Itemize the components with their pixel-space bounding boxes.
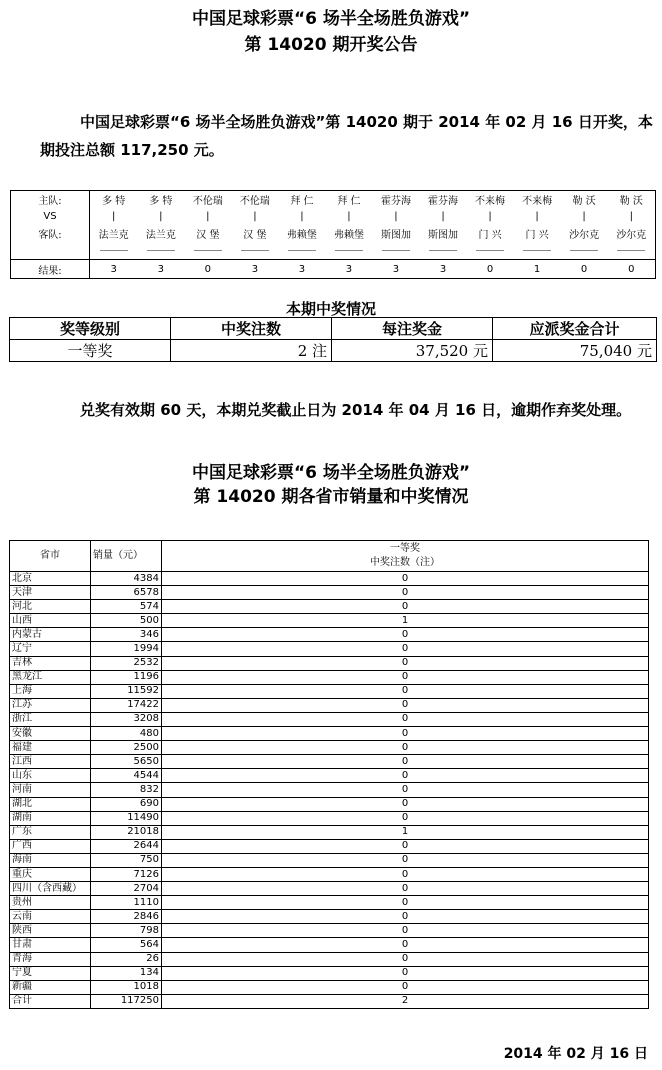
home-team: 霍芬海 <box>380 196 411 207</box>
match-result: 1 <box>514 260 561 279</box>
dash-label <box>11 242 90 260</box>
province-name: 四川（含西藏） <box>10 882 91 896</box>
vs-mark: | <box>629 210 633 222</box>
province-row <box>10 811 649 825</box>
province-name: 广西 <box>10 839 91 853</box>
dash-mark <box>90 242 138 260</box>
prize-per: 37,520 元 <box>332 340 493 362</box>
vs-mark: | <box>394 210 398 222</box>
province-wins: 0 <box>162 586 649 600</box>
province-row <box>10 698 649 712</box>
prize-count: 2 注 <box>171 340 332 362</box>
vs-mark: | <box>253 210 257 222</box>
province-row <box>10 783 649 797</box>
province-wins: 0 <box>162 727 649 741</box>
away-label: 客队: <box>11 225 90 242</box>
province-sales: 11592 <box>91 684 162 698</box>
province-wins: 0 <box>162 966 649 980</box>
province-name: 陕西 <box>10 924 91 938</box>
away-team: 斯图加 <box>380 230 411 241</box>
prize-count-header <box>162 541 649 572</box>
province-sales: 798 <box>91 924 162 938</box>
province-wins: 0 <box>162 670 649 684</box>
match-result: 3 <box>278 260 325 279</box>
province-name: 江西 <box>10 755 91 769</box>
province-sales: 1018 <box>91 980 162 994</box>
province-wins: 1 <box>162 825 649 839</box>
away-team: 汉 堡 <box>196 230 220 241</box>
province-wins: 0 <box>162 755 649 769</box>
province-wins: 0 <box>162 811 649 825</box>
province-sales: 1994 <box>91 642 162 656</box>
province-row <box>10 769 649 783</box>
province-rows <box>10 572 649 1009</box>
province-name: 宁夏 <box>10 966 91 980</box>
province-name: 北京 <box>10 572 91 586</box>
prize-row <box>10 340 657 362</box>
home-team: 不来梅 <box>475 196 506 207</box>
home-team: 不伦瑞 <box>192 196 223 207</box>
vs-mark: | <box>111 210 116 222</box>
result-row <box>11 260 656 279</box>
away-team: 门 兴 <box>478 230 502 241</box>
province-wins: 0 <box>162 642 649 656</box>
dash-mark <box>420 242 467 260</box>
dash-mark <box>467 242 514 260</box>
away-team: 法兰克 <box>145 230 176 241</box>
province-wins: 0 <box>162 769 649 783</box>
match-result: 3 <box>231 260 278 279</box>
province-sales: 3208 <box>91 712 162 726</box>
province-row <box>10 980 649 994</box>
province-row <box>10 670 649 684</box>
province-name: 黑龙江 <box>10 670 91 684</box>
province-wins: 0 <box>162 896 649 910</box>
province-sales: 7126 <box>91 867 162 881</box>
province-wins: 0 <box>162 698 649 712</box>
province-wins: 0 <box>162 741 649 755</box>
first-prize-subheader: 中奖注数（注） <box>370 557 440 568</box>
match-result: 3 <box>325 260 372 279</box>
province-row <box>10 586 649 600</box>
province-header-row <box>10 541 649 572</box>
home-team: 勒 沃 <box>572 196 596 207</box>
prize-header-count: 中奖注数 <box>171 318 332 340</box>
away-team: 沙尔克 <box>569 230 600 241</box>
province-row <box>10 600 649 614</box>
province-row <box>10 853 649 867</box>
province-sales: 26 <box>91 952 162 966</box>
dash-mark <box>325 242 372 260</box>
first-prize-header: 一等奖 <box>390 543 420 554</box>
province-row <box>10 614 649 628</box>
province-row <box>10 825 649 839</box>
province-name: 重庆 <box>10 867 91 881</box>
province-name: 山东 <box>10 769 91 783</box>
province-row <box>10 684 649 698</box>
province-name: 海南 <box>10 853 91 867</box>
province-wins: 2 <box>162 994 649 1008</box>
province-row <box>10 896 649 910</box>
home-team: 不来梅 <box>522 196 553 207</box>
province-row <box>10 924 649 938</box>
vs-row <box>11 208 656 225</box>
province-sales: 21018 <box>91 825 162 839</box>
province-row <box>10 952 649 966</box>
province-sales: 832 <box>91 783 162 797</box>
province-wins: 0 <box>162 952 649 966</box>
dash-mark <box>231 242 278 260</box>
province-name: 甘肃 <box>10 938 91 952</box>
province-wins: 1 <box>162 614 649 628</box>
page-subtitle: 第 14020 期开奖公告 <box>244 35 418 55</box>
province-header: 省市 <box>10 541 91 572</box>
province-name: 江苏 <box>10 698 91 712</box>
home-team: 多 特 <box>149 196 173 207</box>
province-wins: 0 <box>162 924 649 938</box>
match-result: 0 <box>561 260 608 279</box>
province-wins: 0 <box>162 656 649 670</box>
province-sales: 574 <box>91 600 162 614</box>
dash-mark <box>372 242 419 260</box>
province-row <box>10 642 649 656</box>
province-row <box>10 966 649 980</box>
match-result: 0 <box>184 260 231 279</box>
match-result: 3 <box>137 260 184 279</box>
sales-header: 销量（元） <box>91 541 162 572</box>
province-name: 内蒙古 <box>10 628 91 642</box>
vs-mark: | <box>206 210 210 222</box>
dash-mark <box>137 242 184 260</box>
vs-label: VS <box>11 208 90 225</box>
province-name: 合计 <box>10 994 91 1008</box>
province-sales: 2500 <box>91 741 162 755</box>
province-row <box>10 797 649 811</box>
dash-row <box>11 242 656 260</box>
province-row <box>10 910 649 924</box>
match-result: 3 <box>420 260 467 279</box>
province-wins: 0 <box>162 853 649 867</box>
province-name: 河南 <box>10 783 91 797</box>
province-name: 福建 <box>10 741 91 755</box>
province-sales: 11490 <box>91 811 162 825</box>
province-name: 辽宁 <box>10 642 91 656</box>
province-sales: 2704 <box>91 882 162 896</box>
province-wins: 0 <box>162 783 649 797</box>
province-wins: 0 <box>162 867 649 881</box>
away-team: 门 兴 <box>525 230 549 241</box>
province-name: 安徽 <box>10 727 91 741</box>
province-sales: 2846 <box>91 910 162 924</box>
province-name: 青海 <box>10 952 91 966</box>
home-team: 勒 沃 <box>619 196 643 207</box>
dash-mark <box>184 242 231 260</box>
province-name: 山西 <box>10 614 91 628</box>
announcement-text: 中国足球彩票“6 场半全场胜负游戏”第 14020 期于 2014 年 02 月 16 日开奖，本期投注总额 117,250 元。 <box>40 113 653 159</box>
prize-header-per: 每注奖金 <box>332 318 493 340</box>
prize-caption: 本期中奖情况 <box>285 300 376 318</box>
province-row <box>10 994 649 1008</box>
province-wins: 0 <box>162 797 649 811</box>
prize-table <box>9 317 657 362</box>
province-row <box>10 628 649 642</box>
province-sales: 1110 <box>91 896 162 910</box>
away-team: 弗赖堡 <box>333 230 364 241</box>
province-name: 新疆 <box>10 980 91 994</box>
match-result: 3 <box>372 260 419 279</box>
province-row <box>10 867 649 881</box>
province-name: 广东 <box>10 825 91 839</box>
vs-mark: | <box>535 210 539 222</box>
province-name: 湖北 <box>10 797 91 811</box>
footer-date: 2014 年 02 月 16 日 <box>503 1046 648 1062</box>
dash-mark <box>514 242 561 260</box>
home-row <box>11 191 656 209</box>
home-team: 拜 仁 <box>290 196 314 207</box>
match-result: 3 <box>90 260 138 279</box>
province-sales: 500 <box>91 614 162 628</box>
dash-mark <box>278 242 325 260</box>
province-row <box>10 882 649 896</box>
province-name: 河北 <box>10 600 91 614</box>
match-table <box>10 190 656 279</box>
province-row <box>10 727 649 741</box>
province-sales: 117250 <box>91 994 162 1008</box>
province-name: 天津 <box>10 586 91 600</box>
province-name: 浙江 <box>10 712 91 726</box>
away-team: 汉 堡 <box>243 230 267 241</box>
province-sales: 2644 <box>91 839 162 853</box>
province-row <box>10 938 649 952</box>
result-label: 结果: <box>11 260 90 279</box>
province-name: 湖南 <box>10 811 91 825</box>
home-team: 不伦瑞 <box>239 196 270 207</box>
province-sales: 4544 <box>91 769 162 783</box>
province-row <box>10 755 649 769</box>
province-wins: 0 <box>162 712 649 726</box>
province-sales: 4384 <box>91 572 162 586</box>
away-team: 沙尔克 <box>616 230 647 241</box>
away-team: 法兰克 <box>98 230 129 241</box>
vs-mark: | <box>300 210 304 222</box>
away-team: 弗赖堡 <box>286 230 317 241</box>
prize-total: 75,040 元 <box>493 340 657 362</box>
prize-header-row <box>10 318 657 340</box>
province-sales: 17422 <box>91 698 162 712</box>
province-name: 上海 <box>10 684 91 698</box>
prize-level: 一等奖 <box>10 340 171 362</box>
province-wins: 0 <box>162 882 649 896</box>
province-name: 吉林 <box>10 656 91 670</box>
vs-mark: | <box>347 210 351 222</box>
province-wins: 0 <box>162 684 649 698</box>
province-wins: 0 <box>162 938 649 952</box>
page-title: 中国足球彩票“6 场半全场胜负游戏” <box>191 9 471 29</box>
province-sales: 134 <box>91 966 162 980</box>
province-row <box>10 572 649 586</box>
province-sales: 346 <box>91 628 162 642</box>
province-wins: 0 <box>162 600 649 614</box>
away-team: 斯图加 <box>428 230 459 241</box>
province-row <box>10 656 649 670</box>
province-name: 云南 <box>10 910 91 924</box>
home-label: 主队: <box>11 191 90 209</box>
province-wins: 0 <box>162 572 649 586</box>
home-team: 拜 仁 <box>337 196 361 207</box>
dash-mark <box>608 242 656 260</box>
province-wins: 0 <box>162 628 649 642</box>
province-sales: 750 <box>91 853 162 867</box>
sales-title: 中国足球彩票“6 场半全场胜负游戏” <box>191 463 471 483</box>
match-result: 0 <box>608 260 656 279</box>
redemption-text: 兑奖有效期 60 天，本期兑奖截止日为 2014 年 04 月 16 日，逾期作弃奖处理。 <box>80 401 632 419</box>
province-row <box>10 839 649 853</box>
province-table <box>9 540 649 1009</box>
vs-mark: | <box>488 210 492 222</box>
province-sales: 6578 <box>91 586 162 600</box>
home-team: 多 特 <box>102 196 126 207</box>
match-result: 0 <box>467 260 514 279</box>
home-team: 霍芬海 <box>428 196 459 207</box>
dash-mark <box>561 242 608 260</box>
prize-header-total: 应派奖金合计 <box>493 318 657 340</box>
province-row <box>10 741 649 755</box>
province-wins: 0 <box>162 910 649 924</box>
province-wins: 0 <box>162 980 649 994</box>
vs-mark: | <box>441 210 445 222</box>
province-sales: 5650 <box>91 755 162 769</box>
away-row <box>11 225 656 242</box>
province-sales: 2532 <box>91 656 162 670</box>
province-name: 贵州 <box>10 896 91 910</box>
sales-subtitle: 第 14020 期各省市销量和中奖情况 <box>193 487 469 507</box>
province-sales: 1196 <box>91 670 162 684</box>
vs-mark: | <box>159 210 163 222</box>
province-wins: 0 <box>162 839 649 853</box>
province-sales: 564 <box>91 938 162 952</box>
province-row <box>10 712 649 726</box>
province-sales: 690 <box>91 797 162 811</box>
prize-header-level: 奖等级别 <box>10 318 171 340</box>
vs-mark: | <box>582 210 586 222</box>
province-sales: 480 <box>91 727 162 741</box>
